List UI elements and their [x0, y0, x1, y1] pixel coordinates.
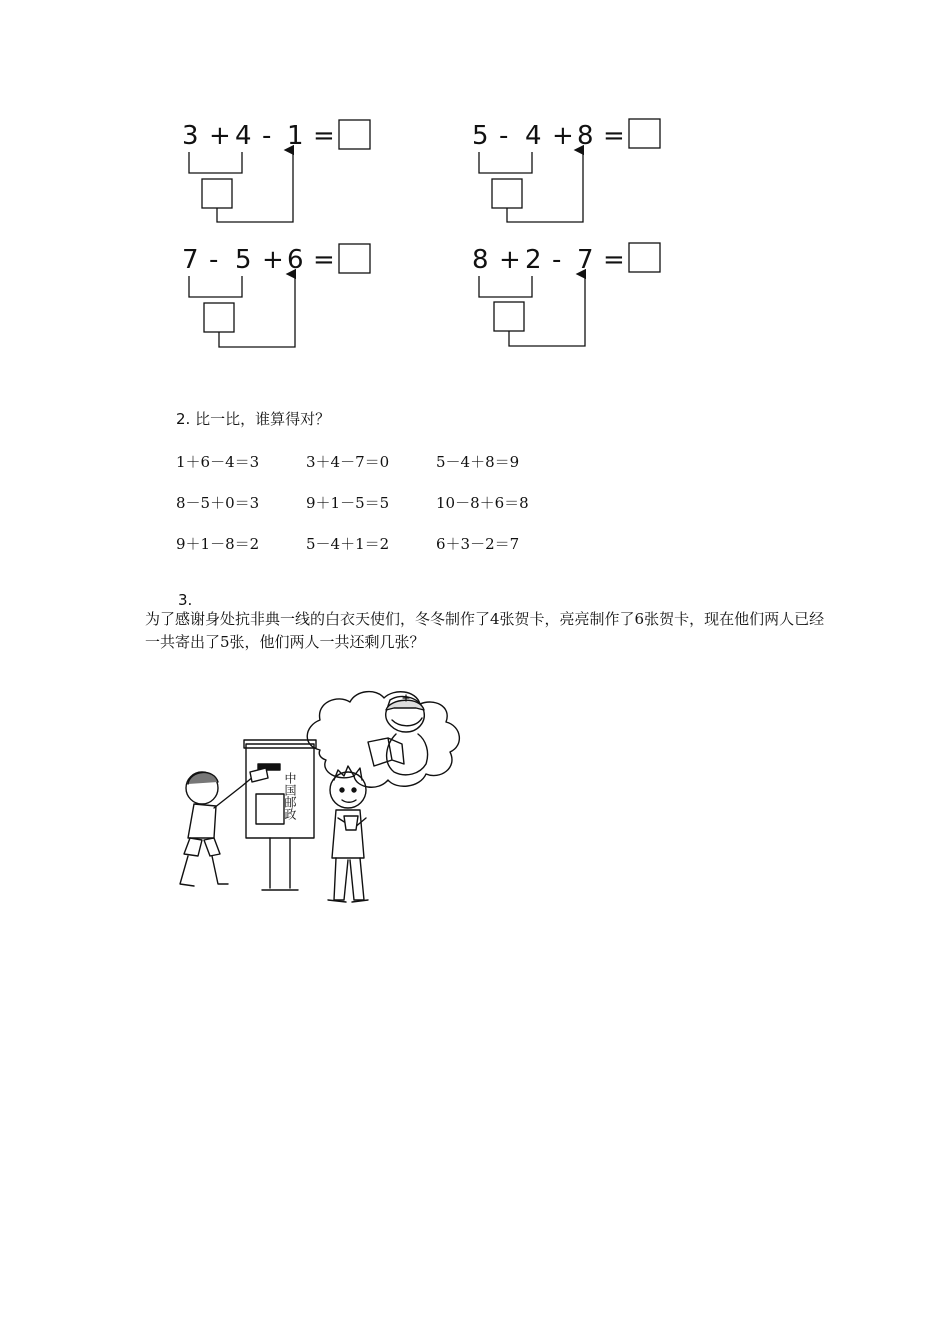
eq4-op-1: + [499, 245, 521, 275]
mailbox-illustration [170, 688, 500, 913]
chain-calculation-diagrams [0, 0, 950, 380]
eq4-term-3: 7 [577, 245, 594, 275]
eq4-term-1: 8 [472, 245, 489, 275]
eq3-term-2: 5 [235, 245, 252, 275]
eq3-equals: = [313, 245, 335, 275]
calc-r1-c2: 3＋4－7＝0 [306, 453, 390, 471]
card-in-bubble [368, 738, 404, 766]
eq2-op-2: + [552, 121, 574, 151]
exercise-2-heading [176, 408, 330, 429]
eq4-equals: = [603, 245, 625, 275]
calc-r3-c1: 9＋1－8＝2 [176, 535, 260, 553]
eq4-intermediate-box[interactable] [494, 302, 524, 331]
eq2-term-2: 4 [525, 121, 542, 151]
eq3-answer-box[interactable] [339, 244, 370, 273]
eq1-op-2: - [262, 121, 272, 151]
calc-r2-c2: 9＋1－5＝5 [306, 494, 390, 512]
boy-left-shirt [188, 804, 216, 838]
calc-r3-c3: 6＋3－2＝7 [436, 535, 520, 553]
mailbox-door [256, 794, 284, 824]
eq4-answer-box[interactable] [629, 243, 660, 272]
eq3-op-1: - [209, 245, 219, 275]
eq1-term-2: 4 [235, 121, 252, 151]
nurse-mask [392, 718, 422, 726]
eq4-term-2: 2 [525, 245, 542, 275]
eq3-term-3: 6 [287, 245, 304, 275]
calc-r1-c1: 1＋6－4＝3 [176, 453, 260, 471]
equation-3 [182, 244, 370, 347]
exercise-3-number: 3. [178, 591, 193, 609]
eq4-op-2: - [552, 245, 562, 275]
eq2-term-3: 8 [577, 121, 594, 151]
eq3-intermediate-box[interactable] [204, 303, 234, 332]
boy-right-legs [334, 858, 364, 900]
equation-2 [472, 119, 660, 222]
equation-1 [182, 120, 370, 222]
exercise-2-number: 2. [176, 410, 191, 428]
eq1-equals: = [313, 121, 335, 151]
eq1-op-1: + [209, 121, 231, 151]
mailbox-label: 中国邮政 [283, 772, 297, 820]
calc-r3-c2: 5－4＋1＝2 [306, 535, 390, 553]
eq2-equals: = [603, 121, 625, 151]
eq2-op-1: - [499, 121, 509, 151]
mailbox-post [262, 838, 298, 890]
boy-right-feet [328, 900, 368, 902]
eq3-op-2: + [262, 245, 284, 275]
eq1-intermediate-box[interactable] [202, 179, 232, 208]
eq2-answer-box[interactable] [629, 119, 660, 148]
boy-left-hair [188, 772, 218, 784]
calc-r2-c3: 10－8＋6＝8 [436, 494, 529, 512]
calc-r2-c1: 8－5＋0＝3 [176, 494, 260, 512]
exercise-3-problem-text: 为了感谢身处抗非典一线的白衣天使们，冬冬制作了4张贺卡，亮亮制作了6张贺卡，现在他们两人已经一共寄出了5张，他们两人一共还剩几张？ [145, 610, 825, 651]
eq1-term-3: 1 [287, 121, 304, 151]
exercise-2-title: 比一比，谁算得对？ [195, 410, 331, 428]
equation-4 [472, 243, 660, 346]
eq3-term-1: 7 [182, 245, 199, 275]
eq1-term-1: 3 [182, 121, 199, 151]
calc-r1-c3: 5－4＋8＝9 [436, 453, 520, 471]
greeting-card [250, 768, 268, 782]
eq1-answer-box[interactable] [339, 120, 370, 149]
boy-left-legs [180, 856, 228, 886]
eq2-term-1: 5 [472, 121, 489, 151]
boy-left-shorts [184, 838, 220, 856]
boy-left-arm [214, 776, 254, 808]
eq2-intermediate-box[interactable] [492, 179, 522, 208]
card-held [344, 816, 358, 830]
